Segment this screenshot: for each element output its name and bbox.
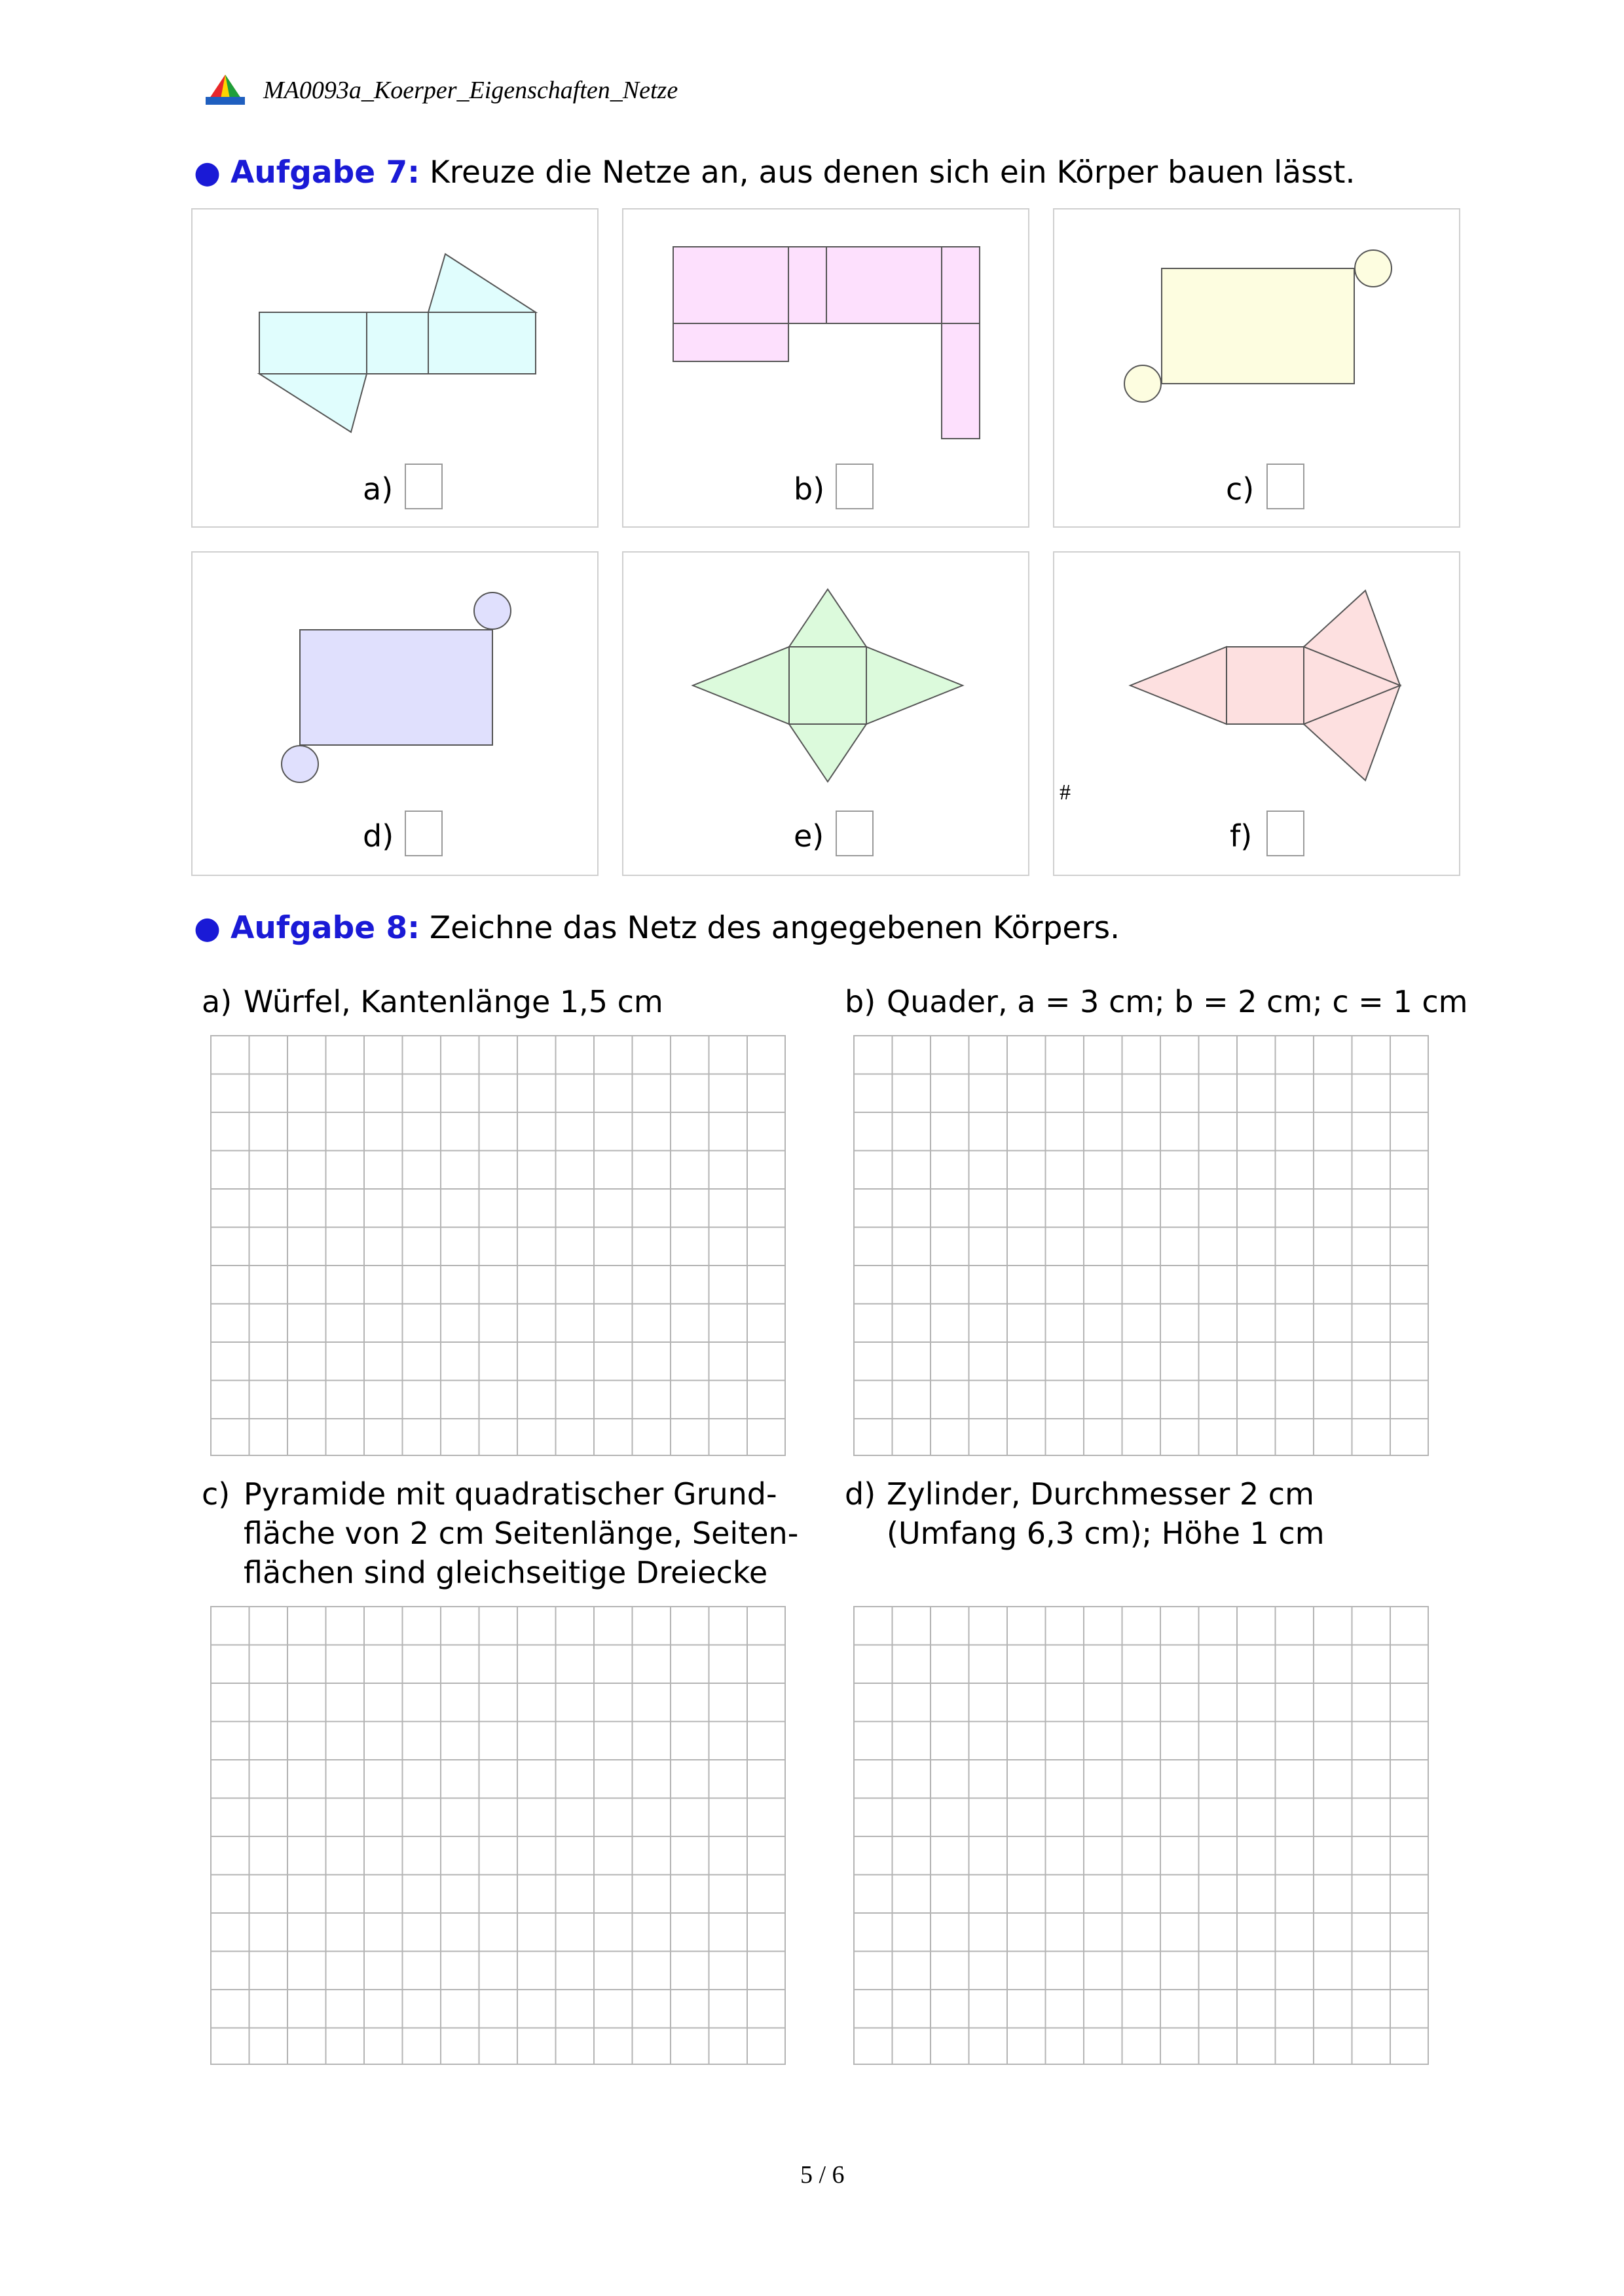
option-d-label: d) [363, 818, 394, 854]
task7-number: Aufgabe 7: [230, 155, 420, 191]
option-a-label: a) [363, 471, 394, 507]
task8-item-a-label: a) [202, 984, 232, 1019]
task8-item-d-line1: Zylinder, Durchmesser 2 cm [887, 1476, 1314, 1512]
option-b-checkbox[interactable] [836, 464, 874, 509]
option-c-checkbox[interactable] [1266, 464, 1304, 509]
task8-heading: ● Aufgabe 8: Zeichne das Netz des angegebenen Körpers. [194, 910, 1120, 946]
net-d-figure [193, 553, 600, 877]
task8-item-d-label: d) [845, 1476, 876, 1512]
task8-item-c [202, 1474, 798, 1592]
drawing-grid-d[interactable] [853, 1606, 1429, 2065]
stray-mark: # [1060, 780, 1071, 805]
drawing-grid-b[interactable] [853, 1035, 1429, 1456]
option-f-checkbox[interactable] [1266, 811, 1304, 856]
net-panel-a [191, 208, 599, 528]
net-panel-e [622, 551, 1029, 876]
net-panel-c [1053, 208, 1460, 528]
drawing-grid-a[interactable] [210, 1035, 786, 1456]
task8-item-b-text: Quader, a = 3 cm; b = 2 cm; c = 1 cm [887, 984, 1468, 1019]
task8-instruction: Zeichne das Netz des angegebenen Körpers. [420, 910, 1120, 946]
option-e-checkbox[interactable] [836, 811, 874, 856]
logo-icon [204, 73, 246, 107]
net-panel-d [191, 551, 599, 876]
drawing-grid-c[interactable] [210, 1606, 786, 2065]
task7-heading: ● Aufgabe 7: Kreuze die Netze an, aus denen sich ein Körper bauen lässt. [194, 155, 1356, 191]
option-c-label: c) [1226, 471, 1255, 507]
task8-item-b [845, 982, 1467, 1021]
net-panel-b [622, 208, 1029, 528]
option-e-label: e) [794, 818, 824, 854]
net-a-figure [193, 210, 600, 529]
task8-item-c-line2: fläche von 2 cm Seitenlänge, Seiten- [244, 1516, 799, 1551]
net-e-figure [623, 553, 1031, 877]
option-a-checkbox[interactable] [405, 464, 443, 509]
task8-item-a [202, 982, 663, 1021]
page-number: 5 / 6 [800, 2161, 845, 2189]
header-title: MA0093a_Koerper_Eigenschaften_Netze [263, 77, 678, 104]
task8-item-c-line3: flächen sind gleichseitige Dreiecke [244, 1555, 768, 1590]
task8-item-d [845, 1474, 1325, 1553]
net-c-figure [1054, 210, 1462, 529]
option-f-label: f) [1230, 818, 1253, 854]
task8-number: Aufgabe 8: [230, 910, 420, 946]
net-b-figure [623, 210, 1031, 529]
task7-instruction: Kreuze die Netze an, aus denen sich ein Körper bauen lässt. [420, 155, 1356, 191]
option-b-label: b) [794, 471, 825, 507]
net-f-figure [1054, 553, 1462, 877]
task8-item-c-label: c) [202, 1476, 231, 1512]
task8-item-b-label: b) [845, 984, 876, 1019]
task8-item-a-text: Würfel, Kantenlänge 1,5 cm [244, 984, 663, 1019]
task8-item-c-line1: Pyramide mit quadratischer Grund- [244, 1476, 777, 1512]
option-d-checkbox[interactable] [405, 811, 443, 856]
task8-item-d-line2: (Umfang 6,3 cm); Höhe 1 cm [887, 1516, 1325, 1551]
net-panel-f [1053, 551, 1460, 876]
